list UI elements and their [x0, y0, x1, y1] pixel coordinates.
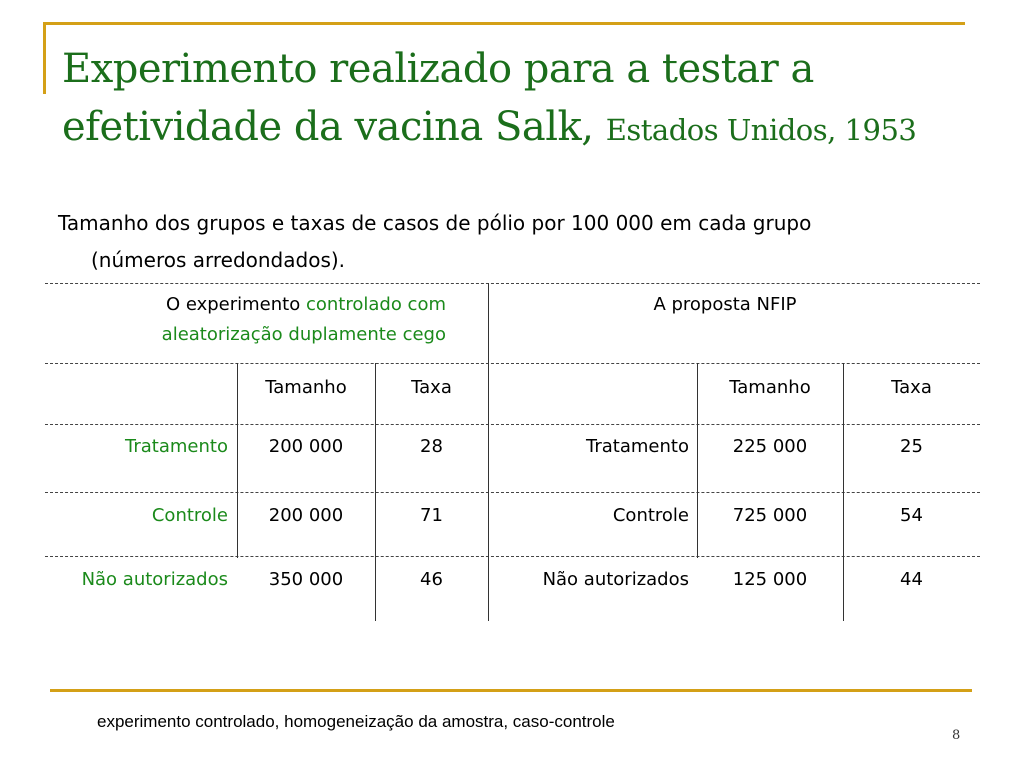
row-label: Não autorizados	[542, 569, 689, 590]
size-value: 225 000	[732, 436, 808, 457]
table-rule	[45, 283, 980, 284]
rate-value: 25	[900, 436, 923, 457]
rate-value: 71	[420, 505, 443, 526]
table-divider	[488, 283, 489, 621]
size-value: 725 000	[732, 505, 808, 526]
table-rule	[45, 556, 980, 557]
col-header-size: Tamanho	[729, 377, 811, 398]
rate-value: 46	[420, 569, 443, 590]
size-value: 200 000	[268, 436, 344, 457]
page-number: 8	[952, 728, 961, 743]
left-header-prefix: O experimento	[165, 294, 301, 315]
title-sub: Estados Unidos, 1953	[605, 113, 917, 147]
col-header-rate: Taxa	[411, 377, 452, 398]
footer-rule	[50, 689, 972, 692]
size-value: 125 000	[732, 569, 808, 590]
row-label: Controle	[612, 505, 689, 526]
table-rule	[45, 492, 980, 493]
rate-value: 28	[420, 436, 443, 457]
table-rule	[45, 363, 980, 364]
col-header-size: Tamanho	[265, 377, 347, 398]
title-main: Experimento realizado para a testar a efetividade da vacina Salk,	[62, 46, 814, 150]
size-value: 200 000	[268, 505, 344, 526]
rate-value: 54	[900, 505, 923, 526]
size-value: 350 000	[268, 569, 344, 590]
table-rule	[45, 424, 980, 425]
caption-line2: (números arredondados).	[91, 248, 346, 272]
frame-left-rule	[43, 22, 46, 94]
col-header-rate: Taxa	[891, 377, 932, 398]
row-label: Não autorizados	[81, 569, 228, 590]
rate-value: 44	[900, 569, 923, 590]
right-group-header: A proposta NFIP	[653, 294, 797, 315]
row-label: Tratamento	[125, 436, 228, 457]
left-group-header	[60, 290, 446, 350]
left-header-green2: aleatorização duplamente cego	[161, 324, 446, 345]
footer-text: experimento controlado, homogeneização da amostra, caso-controle	[97, 712, 615, 731]
row-label: Tratamento	[586, 436, 689, 457]
slide-title	[62, 40, 962, 159]
row-label: Controle	[151, 505, 228, 526]
frame-top-rule	[43, 22, 965, 25]
left-header-green1: controlado com	[305, 294, 446, 315]
table-caption	[58, 205, 973, 279]
caption-line1: Tamanho dos grupos e taxas de casos de pólio por 100 000 em cada grupo	[58, 211, 812, 235]
